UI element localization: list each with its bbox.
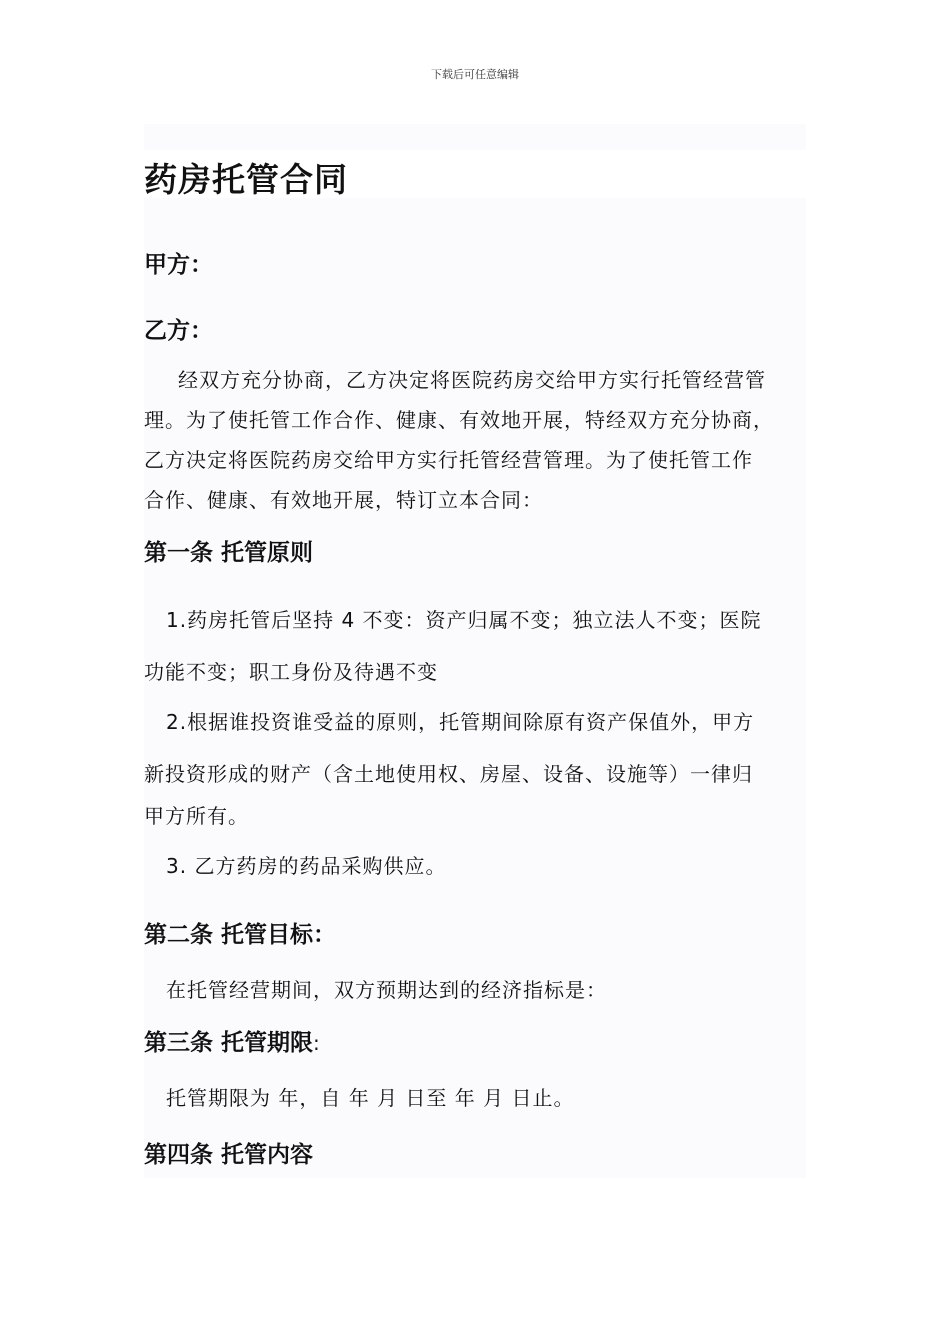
party-b-label: 乙方： — [144, 318, 213, 344]
article-4-heading: 第四条 托管内容 — [144, 1142, 314, 1168]
intro-line-4: 合作、健康、有效地开展，特订立本合同： — [144, 488, 543, 512]
document-title: 药房托管合同 — [144, 160, 348, 199]
article-1-item-3: 3. 乙方药房的药品采购供应。 — [166, 854, 447, 878]
article-3-heading — [144, 1024, 320, 1057]
article-1-item-2-line-2: 新投资形成的财产（含土地使用权、房屋、设备、设施等）一律归 — [144, 762, 753, 786]
article-2-text: 在托管经营期间，双方预期达到的经济指标是： — [166, 978, 607, 1002]
intro-line-3: 乙方决定将医院药房交给甲方实行托管经营管理。为了使托管工作 — [144, 448, 753, 472]
article-3-text: 托管期限为 年，自 年 月 日至 年 月 日止。 — [166, 1086, 575, 1110]
party-a-label: 甲方： — [144, 252, 213, 278]
article-1-item-1-line-1: 1.药房托管后坚持 4 不变：资产归属不变；独立法人不变；医院 — [166, 608, 762, 632]
intro-line-1: 经双方充分协商，乙方决定将医院药房交给甲方实行托管经营管 — [178, 368, 766, 392]
article-1-item-1-line-2: 功能不变；职工身份及待遇不变 — [144, 660, 438, 684]
intro-line-2: 理。为了使托管工作合作、健康、有效地开展，特经双方充分协商， — [144, 408, 774, 432]
article-1-heading: 第一条 托管原则 — [144, 540, 314, 566]
article-1-item-2-line-3: 甲方所有。 — [144, 804, 249, 828]
article-1-item-2-line-1: 2.根据谁投资谁受益的原则，托管期间除原有资产保值外，甲方 — [166, 710, 755, 734]
document-page — [144, 124, 806, 1178]
article-3-heading-text: 第三条 托管期限 — [144, 1030, 314, 1056]
article-3-heading-punct: : — [313, 1031, 320, 1055]
article-2-heading: 第二条 托管目标： — [144, 922, 337, 948]
header-note: 下载后可任意编辑 — [431, 68, 519, 81]
